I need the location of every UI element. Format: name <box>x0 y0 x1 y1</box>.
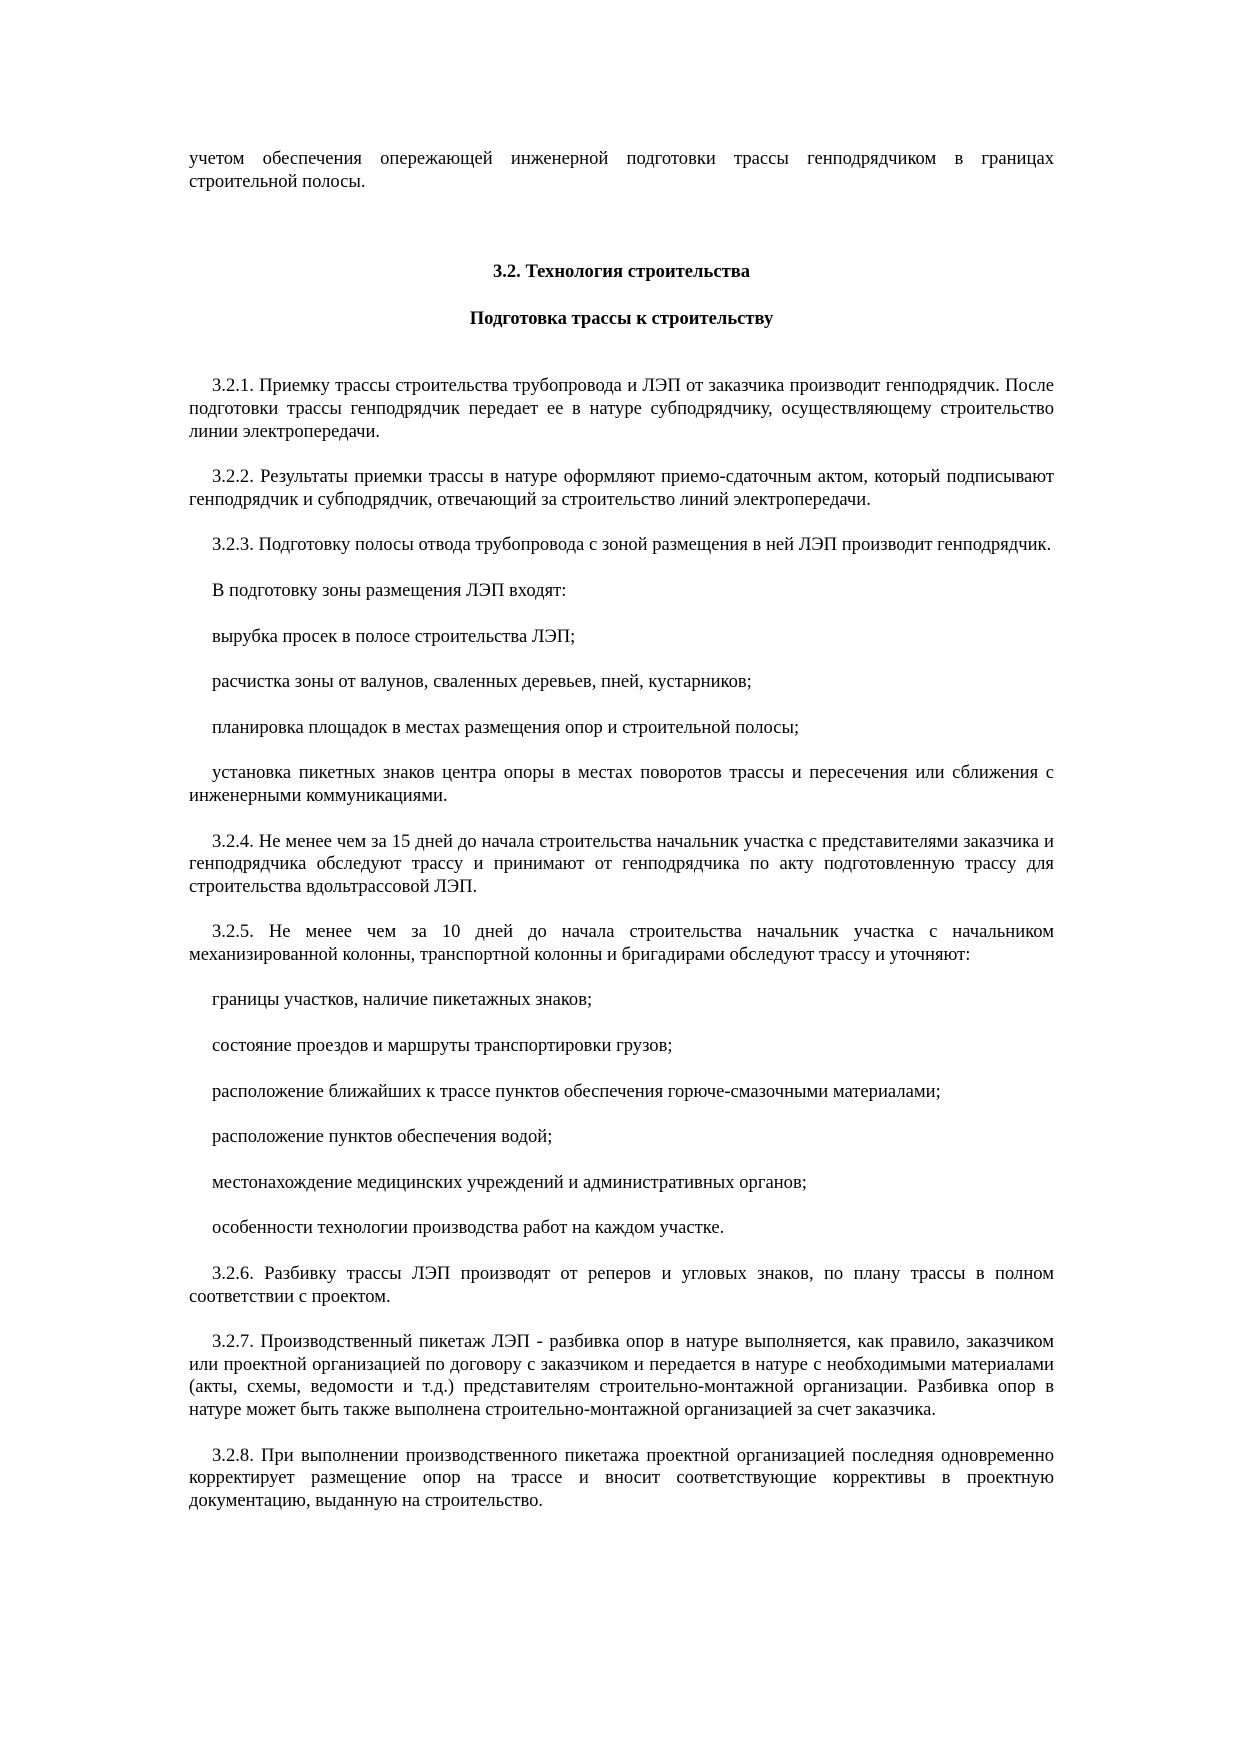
list-item: вырубка просек в полосе строительства ЛЭП; <box>212 625 576 647</box>
document-body <box>189 148 1054 1512</box>
list-item: границы участков, наличие пикетажных знаков; <box>212 989 593 1011</box>
intro-paragraph: учетом обеспечения опережающей инженерной подготовки трассы генподрядчиком в границах строительной полосы. <box>189 148 1054 192</box>
list-item: планировка площадок в местах размещения опор и строительной полосы; <box>212 716 800 738</box>
list-item: особенности технологии производства работ на каждом участке. <box>212 1217 725 1239</box>
list-item: расположение пунктов обеспечения водой; <box>212 1126 553 1148</box>
paragraph-3-2-2: 3.2.2. Результаты приемки трассы в натуре оформляют приемо-сдаточным актом, который подписывают генподрядчик и субподрядчик, отвечающий за строительство линий электропередачи. <box>189 466 1054 510</box>
subsection-heading: Подготовка трассы к строительству <box>469 307 774 329</box>
section-heading: 3.2. Технология строительства <box>492 261 751 283</box>
paragraph-3-2-8: 3.2.8. При выполнении производственного пикетажа проектной организацией последняя одновременно корректирует размещение опор на трассе и вносит соответствующие коррективы в проектную документацию, выданную на строительство. <box>189 1444 1054 1511</box>
list-item: состояние проездов и маршруты транспортировки грузов; <box>212 1035 673 1057</box>
paragraph-3-2-1: 3.2.1. Приемку трассы строительства трубопровода и ЛЭП от заказчика производит генподрядчик. После подготовки трассы генподрядчик передает ее в натуре субподрядчику, осуществляющему строительство линии электропередачи. <box>189 375 1054 442</box>
paragraph-3-2-3: 3.2.3. Подготовку полосы отвода трубопровода с зоной размещения в ней ЛЭП производит генподрядчик. <box>212 534 1052 556</box>
list-item: расчистка зоны от валунов, сваленных деревьев, пней, кустарников; <box>212 671 752 693</box>
paragraph-3-2-5: 3.2.5. Не менее чем за 10 дней до начала строительства начальник участка с начальником механизированной колонны, транспортной колонны и бригадирами обследуют трассу и уточняют: <box>189 921 1054 965</box>
paragraph-3-2-4: 3.2.4. Не менее чем за 15 дней до начала строительства начальник участка с представителями заказчика и генподрядчика обследуют трассу и принимают от генподрядчика по акту подготовленную трассу для строительства вдольтрассовой ЛЭП. <box>189 830 1054 897</box>
list-item: местонахождение медицинских учреждений и административных органов; <box>212 1171 807 1193</box>
paragraph-3-2-6: 3.2.6. Разбивку трассы ЛЭП производят от реперов и угловых знаков, по плану трассы в полном соответствии с проектом. <box>189 1263 1054 1307</box>
list-item: расположение ближайших к трассе пунктов обеспечения горюче-смазочными материалами; <box>212 1080 941 1102</box>
list-item: установка пикетных знаков центра опоры в местах поворотов трассы и пересечения или сближения с инженерными коммуникациями. <box>189 762 1054 806</box>
paragraph-3-2-7: 3.2.7. Производственный пикетаж ЛЭП - разбивка опор в натуре выполняется, как правило, заказчиком или проектной организацией по договору с заказчиком и передается в натуре с необходимыми материалами (акты, схемы, ведомости и т.д.) представителям строительно-монтажной организации. Разбивка опор в натуре может быть также выполнена строительно-монтажной организацией за счет заказчика. <box>189 1331 1054 1420</box>
list-intro: В подготовку зоны размещения ЛЭП входят: <box>212 579 567 601</box>
